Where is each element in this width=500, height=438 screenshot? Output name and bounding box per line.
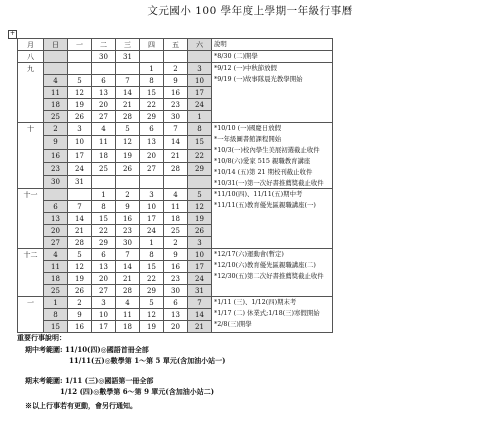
day-cell: 13 <box>92 261 116 273</box>
day-cell: 12 <box>188 201 212 213</box>
day-cell: 30 <box>164 111 188 123</box>
month-notes <box>212 51 333 63</box>
day-cell: 26 <box>68 285 92 297</box>
note-line: *10/8(六)愛家 515 親職教育講座 <box>214 156 311 165</box>
day-cell: 7 <box>68 201 92 213</box>
day-cell: 11 <box>116 309 140 321</box>
day-cell: 15 <box>44 321 68 333</box>
day-cell: 20 <box>92 99 116 111</box>
day-cell: 1 <box>140 63 164 75</box>
day-cell: 20 <box>92 273 116 285</box>
day-cell: 25 <box>92 162 116 175</box>
day-cell: 20 <box>164 321 188 333</box>
day-cell: 31 <box>68 176 92 189</box>
day-cell: 30 <box>116 237 140 249</box>
day-cell: 3 <box>68 123 92 136</box>
month-cell: 九 <box>18 63 44 75</box>
day-cell <box>164 176 188 189</box>
footer-notes <box>17 332 317 412</box>
day-cell: 27 <box>44 237 68 249</box>
day-cell <box>140 176 164 189</box>
day-cell: 9 <box>44 136 68 149</box>
day-cell: 11 <box>164 201 188 213</box>
week-row <box>18 123 333 136</box>
month-notes <box>212 63 333 123</box>
day-cell: 17 <box>188 87 212 99</box>
day-cell: 5 <box>116 123 140 136</box>
day-cell: 3 <box>92 297 116 309</box>
day-cell: 30 <box>44 176 68 189</box>
day-cell: 12 <box>68 261 92 273</box>
day-cell: 9 <box>164 75 188 87</box>
day-cell: 30 <box>164 285 188 297</box>
day-cell: 20 <box>140 149 164 162</box>
note-line: *9/19 (一)故事隊晨光教學開始 <box>214 74 303 83</box>
day-cell: 2 <box>68 297 92 309</box>
day-cell: 3 <box>140 189 164 201</box>
day-cell: 29 <box>140 285 164 297</box>
day-cell <box>92 63 116 75</box>
day-cell: 17 <box>140 213 164 225</box>
day-cell: 28 <box>116 285 140 297</box>
day-cell: 13 <box>164 309 188 321</box>
month-cell <box>18 75 44 87</box>
day-cell: 10 <box>140 201 164 213</box>
day-cell: 27 <box>92 285 116 297</box>
day-cell: 28 <box>116 111 140 123</box>
day-cell: 16 <box>44 149 68 162</box>
day-cell: 27 <box>92 111 116 123</box>
month-notes <box>212 123 333 189</box>
day-cell: 21 <box>164 149 188 162</box>
day-cell: 16 <box>68 321 92 333</box>
day-cell: 8 <box>140 249 164 261</box>
day-cell: 2 <box>164 63 188 75</box>
header-cell: 六 <box>188 39 212 51</box>
day-cell: 17 <box>68 149 92 162</box>
month-notes <box>212 297 333 333</box>
day-cell: 21 <box>68 225 92 237</box>
month-cell <box>18 285 44 297</box>
day-cell <box>68 51 92 63</box>
day-cell: 20 <box>44 225 68 237</box>
month-cell: 八 <box>18 51 44 63</box>
header-row <box>18 39 333 51</box>
day-cell: 14 <box>68 213 92 225</box>
day-cell: 2 <box>116 189 140 201</box>
day-cell: 9 <box>116 201 140 213</box>
day-cell: 11 <box>44 261 68 273</box>
day-cell: 17 <box>92 321 116 333</box>
table-anchor-icon[interactable]: + <box>9 30 16 37</box>
day-cell: 7 <box>188 297 212 309</box>
day-cell: 29 <box>92 237 116 249</box>
day-cell: 1 <box>44 297 68 309</box>
midterm-range-line2: 11/11(五)◎數學第 1～第 5 單元(含加油小站一) <box>69 356 226 366</box>
header-cell: 月 <box>18 39 44 51</box>
month-cell <box>18 225 44 237</box>
day-cell: 13 <box>44 213 68 225</box>
note-line: *10/10 (一)國慶日放假 <box>214 124 281 132</box>
day-cell: 11 <box>92 136 116 149</box>
month-cell <box>18 87 44 99</box>
header-cell: 日 <box>44 39 68 51</box>
day-cell: 24 <box>68 162 92 175</box>
day-cell: 6 <box>164 297 188 309</box>
note-line: *10/14 (五)第 21 期校刊截止收件 <box>214 167 313 176</box>
day-cell <box>44 63 68 75</box>
day-cell: 1 <box>188 111 212 123</box>
day-cell: 9 <box>68 309 92 321</box>
week-row <box>18 189 333 201</box>
day-cell <box>188 51 212 63</box>
day-cell: 21 <box>116 99 140 111</box>
calendar-table <box>17 38 333 333</box>
day-cell: 27 <box>140 162 164 175</box>
footer-heading: 重要行事說明： <box>17 333 66 342</box>
page-title: 文元國小 100 學年度上學期一年級行事曆 <box>147 5 353 17</box>
header-cell: 三 <box>116 39 140 51</box>
day-cell: 11 <box>44 87 68 99</box>
day-cell: 25 <box>164 225 188 237</box>
day-cell <box>164 51 188 63</box>
header-cell: 一 <box>68 39 92 51</box>
day-cell: 12 <box>116 136 140 149</box>
day-cell: 5 <box>140 297 164 309</box>
day-cell: 13 <box>92 87 116 99</box>
note-line: *1/17 (二) 休業式;1/18(三)寒假開始 <box>214 309 320 318</box>
day-cell: 21 <box>116 273 140 285</box>
final-range: 期末考範圍: 1/11 (三)◎國語第一冊全部 <box>25 375 154 385</box>
day-cell: 7 <box>164 123 188 136</box>
note-line: *10/31(一)第一次好書推薦獎截止收件 <box>214 178 324 187</box>
day-cell: 22 <box>140 273 164 285</box>
day-cell: 7 <box>116 75 140 87</box>
day-cell: 4 <box>44 249 68 261</box>
day-cell: 13 <box>140 136 164 149</box>
day-cell: 10 <box>92 309 116 321</box>
week-row <box>18 249 333 261</box>
month-cell <box>18 201 44 213</box>
note-line: *11/10(四)、11/11(五)期中考 <box>214 190 303 199</box>
header-cell: 五 <box>164 39 188 51</box>
header-cell: 四 <box>140 39 164 51</box>
day-cell: 6 <box>44 201 68 213</box>
day-cell: 4 <box>164 189 188 201</box>
day-cell: 15 <box>92 213 116 225</box>
month-cell <box>18 111 44 123</box>
day-cell: 6 <box>92 75 116 87</box>
day-cell: 4 <box>44 75 68 87</box>
day-cell <box>116 63 140 75</box>
note-line: *10/3(一)校內學生美展初選截止收件 <box>214 145 320 154</box>
month-cell <box>18 261 44 273</box>
day-cell <box>68 63 92 75</box>
day-cell: 26 <box>116 162 140 175</box>
day-cell: 29 <box>140 111 164 123</box>
day-cell: 5 <box>68 249 92 261</box>
day-cell: 18 <box>92 149 116 162</box>
day-cell: 14 <box>116 87 140 99</box>
day-cell: 18 <box>44 99 68 111</box>
day-cell: 12 <box>68 87 92 99</box>
day-cell: 19 <box>188 213 212 225</box>
day-cell: 10 <box>188 249 212 261</box>
day-cell: 25 <box>44 111 68 123</box>
day-cell: 12 <box>140 309 164 321</box>
week-row <box>18 297 333 309</box>
day-cell: 14 <box>188 309 212 321</box>
day-cell <box>188 176 212 189</box>
day-cell: 24 <box>140 225 164 237</box>
day-cell: 5 <box>68 75 92 87</box>
header-cell: 二 <box>92 39 116 51</box>
day-cell: 15 <box>140 261 164 273</box>
day-cell <box>44 189 68 201</box>
day-cell: 18 <box>44 273 68 285</box>
day-cell: 2 <box>44 123 68 136</box>
month-cell <box>18 273 44 285</box>
day-cell <box>140 51 164 63</box>
day-cell: 23 <box>116 225 140 237</box>
day-cell: 8 <box>140 75 164 87</box>
month-notes <box>212 189 333 249</box>
day-cell: 4 <box>116 297 140 309</box>
day-cell: 6 <box>92 249 116 261</box>
day-cell: 19 <box>68 99 92 111</box>
month-cell <box>18 136 44 149</box>
day-cell: 1 <box>92 189 116 201</box>
day-cell: 16 <box>164 87 188 99</box>
month-cell: 一 <box>18 297 44 309</box>
day-cell: 22 <box>188 149 212 162</box>
day-cell: 15 <box>140 87 164 99</box>
note-line: *8/30 (二)開學 <box>214 52 258 60</box>
day-cell: 8 <box>44 309 68 321</box>
month-cell: 十一 <box>18 189 44 201</box>
month-cell <box>18 237 44 249</box>
month-cell <box>18 309 44 321</box>
week-row <box>18 63 333 75</box>
day-cell: 1 <box>140 237 164 249</box>
day-cell <box>68 189 92 201</box>
day-cell: 8 <box>92 201 116 213</box>
header-cell: 說明 <box>212 39 333 51</box>
note-line: *11/11(五)教育優先區親職講座(一) <box>214 201 316 210</box>
day-cell: 14 <box>164 136 188 149</box>
note-line: *12/10(六)教育優先區親職講座(二) <box>214 261 316 270</box>
day-cell: 26 <box>68 111 92 123</box>
final-range-line2: 1/12 (四)◎數學第 6～第 9 單元(含加油小站二) <box>60 387 215 397</box>
day-cell: 19 <box>116 149 140 162</box>
day-cell: 8 <box>188 123 212 136</box>
day-cell: 26 <box>188 225 212 237</box>
note-line: *12/30(五)第二次好書推薦獎截止收件 <box>214 272 324 281</box>
day-cell: 4 <box>92 123 116 136</box>
month-cell <box>18 149 44 162</box>
day-cell: 28 <box>68 237 92 249</box>
day-cell: 23 <box>164 273 188 285</box>
day-cell: 19 <box>140 321 164 333</box>
day-cell: 31 <box>188 285 212 297</box>
note-line: *2/8(三)開學 <box>214 320 252 329</box>
day-cell: 3 <box>188 237 212 249</box>
day-cell: 5 <box>188 189 212 201</box>
day-cell: 16 <box>164 261 188 273</box>
day-cell: 10 <box>188 75 212 87</box>
day-cell: 23 <box>44 162 68 175</box>
day-cell: 21 <box>188 321 212 333</box>
day-cell: 15 <box>188 136 212 149</box>
day-cell: 24 <box>188 273 212 285</box>
day-cell <box>44 51 68 63</box>
change-notice: ※以上行事若有更動，會另行通知。 <box>25 400 137 410</box>
day-cell: 31 <box>116 51 140 63</box>
note-line: *一年級圖書館課程開始 <box>214 134 282 143</box>
day-cell <box>92 176 116 189</box>
day-cell: 2 <box>164 237 188 249</box>
day-cell <box>116 176 140 189</box>
day-cell: 14 <box>116 261 140 273</box>
day-cell: 25 <box>44 285 68 297</box>
month-cell <box>18 162 44 175</box>
day-cell: 9 <box>164 249 188 261</box>
note-line: *9/12 (一)中秋節放假 <box>214 64 277 72</box>
day-cell: 24 <box>188 99 212 111</box>
day-cell: 16 <box>116 213 140 225</box>
day-cell: 6 <box>140 123 164 136</box>
day-cell: 22 <box>92 225 116 237</box>
month-notes <box>212 249 333 297</box>
month-cell <box>18 176 44 189</box>
day-cell: 18 <box>164 213 188 225</box>
day-cell: 7 <box>116 249 140 261</box>
day-cell: 19 <box>68 273 92 285</box>
day-cell: 22 <box>140 99 164 111</box>
week-row <box>18 51 333 63</box>
day-cell: 3 <box>188 63 212 75</box>
month-cell: 十 <box>18 123 44 136</box>
day-cell: 29 <box>188 162 212 175</box>
day-cell: 23 <box>164 99 188 111</box>
day-cell: 30 <box>92 51 116 63</box>
note-line: *12/17(六)運動會(暫定) <box>214 250 284 259</box>
month-cell: 十二 <box>18 249 44 261</box>
day-cell: 10 <box>68 136 92 149</box>
day-cell: 18 <box>116 321 140 333</box>
day-cell: 17 <box>188 261 212 273</box>
note-line: *1/11 (三)、1/12(四)期末考 <box>214 298 297 307</box>
midterm-range: 期中考範圍: 11/10(四)◎國語首冊全部 <box>25 344 149 354</box>
month-cell <box>18 213 44 225</box>
day-cell: 28 <box>164 162 188 175</box>
month-cell <box>18 99 44 111</box>
